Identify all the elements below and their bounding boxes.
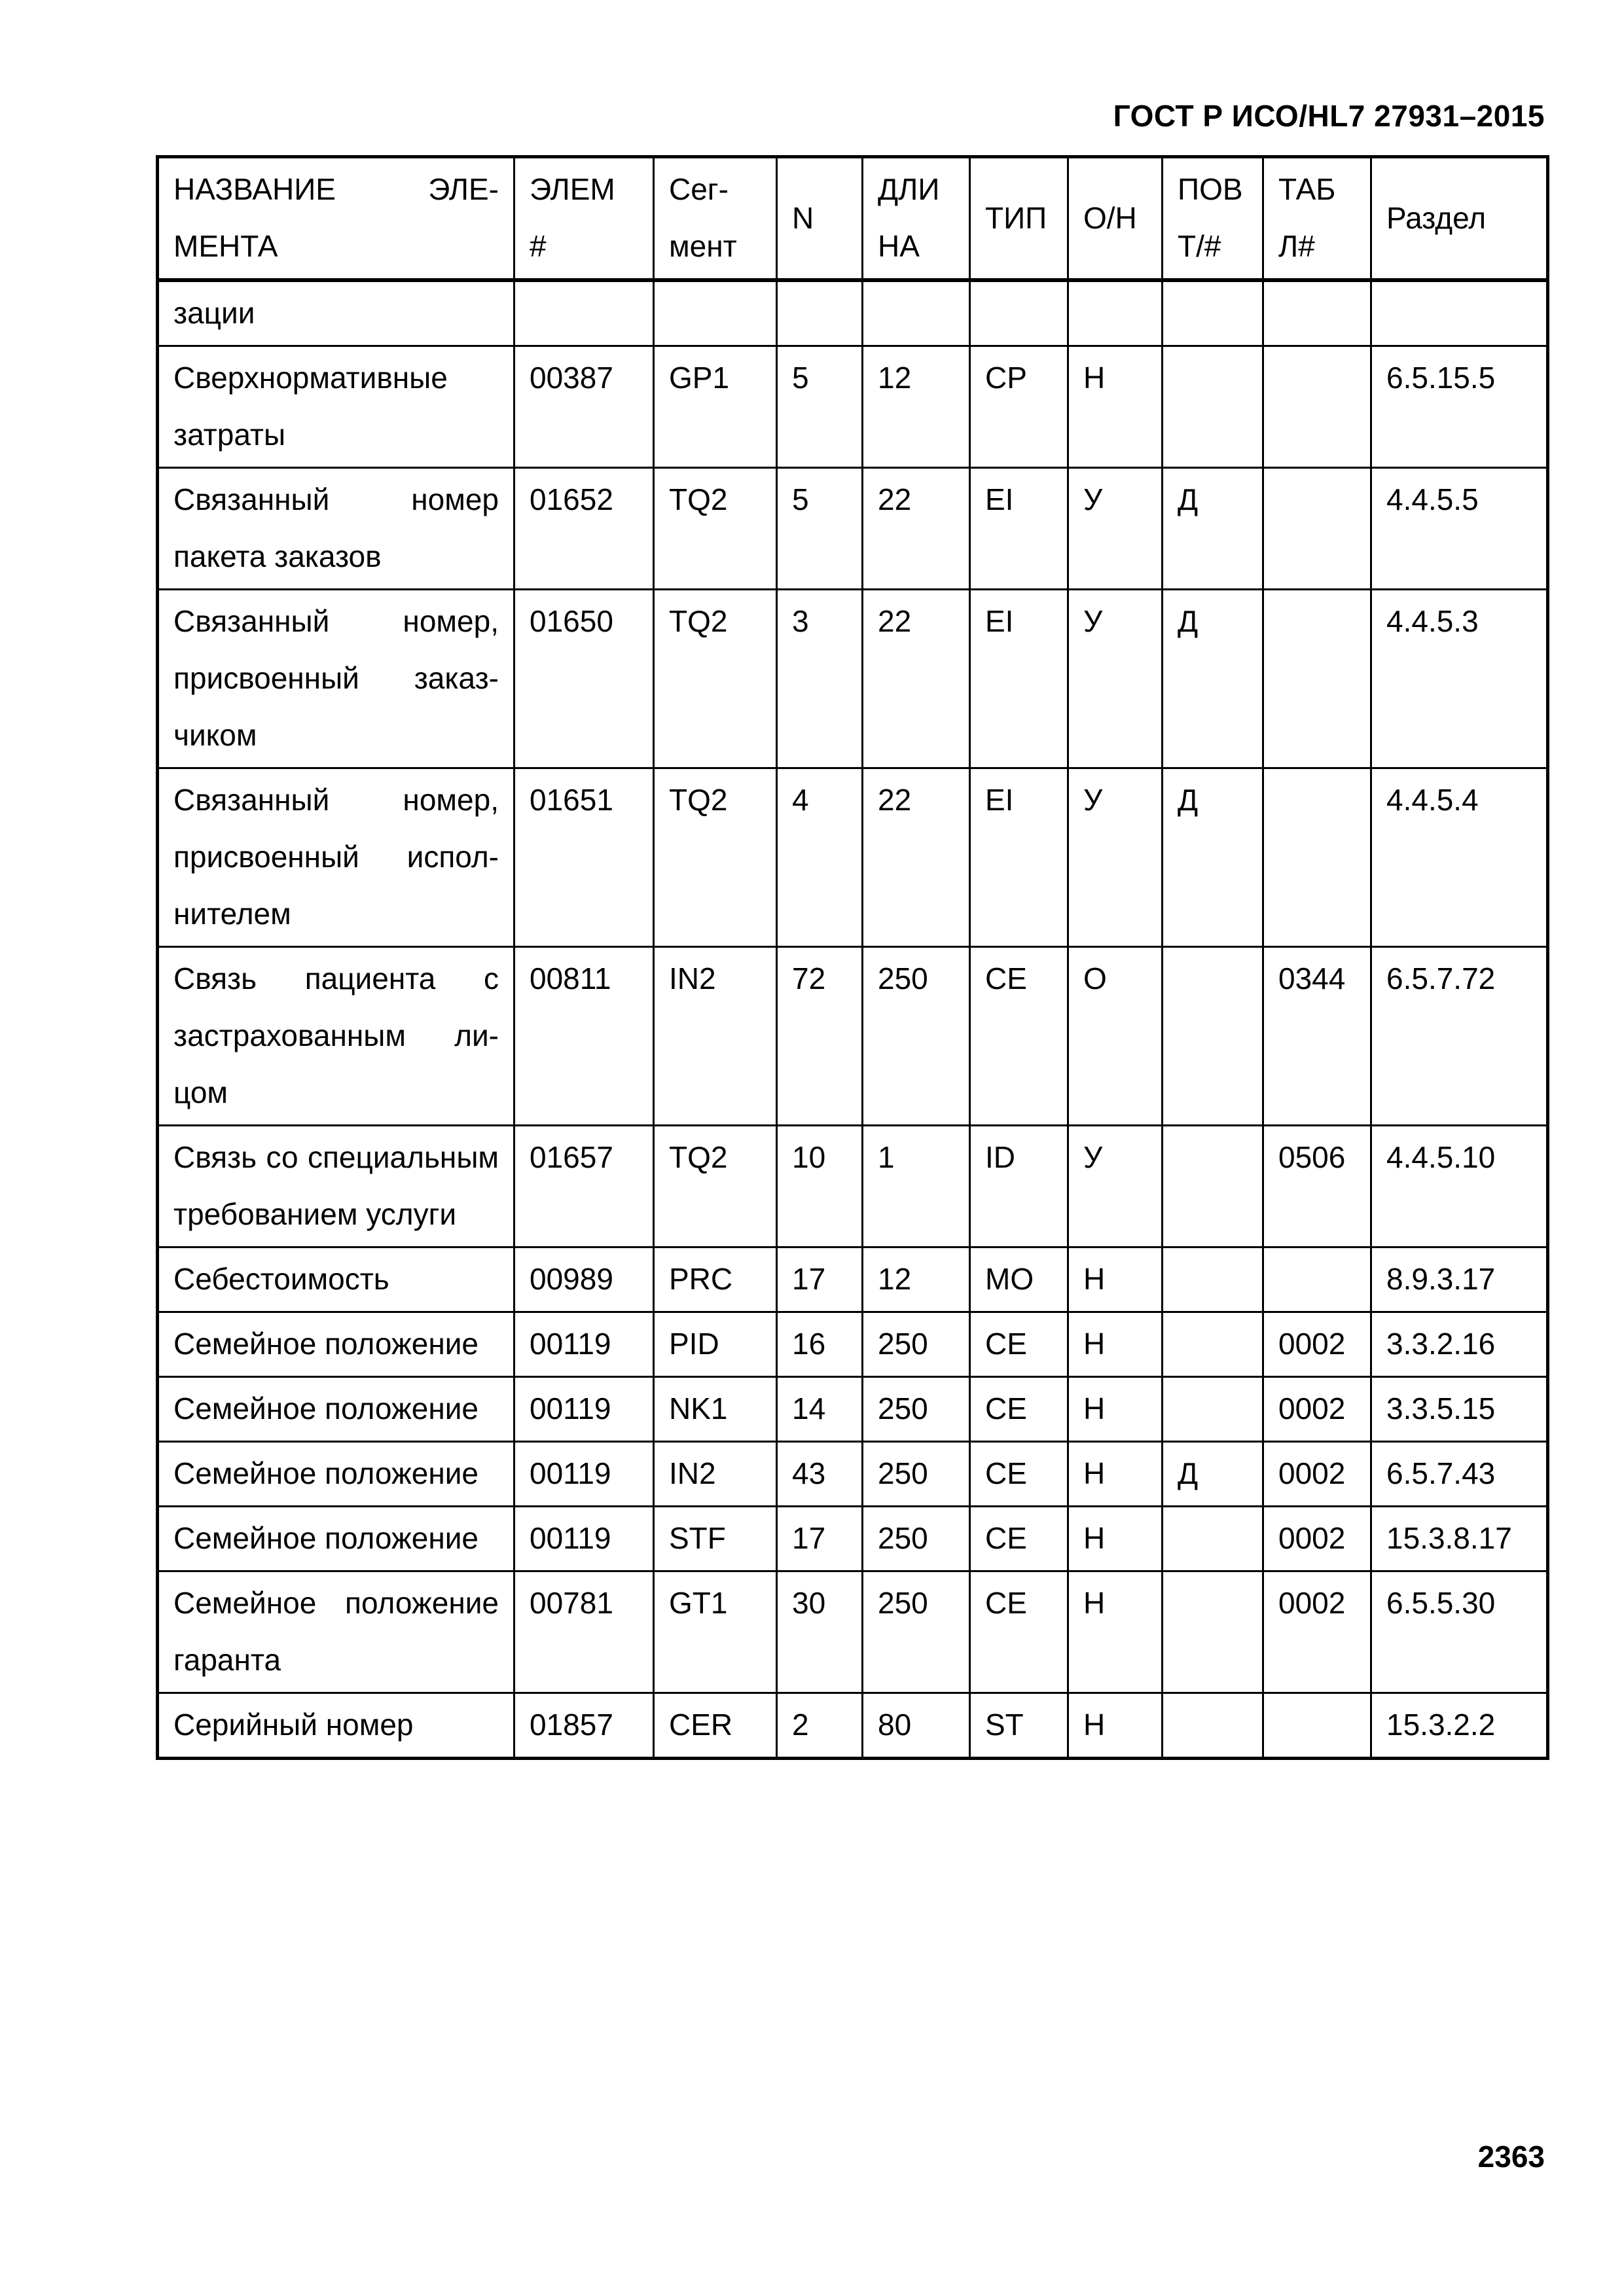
column-header-n: N <box>777 157 863 281</box>
section-cell: 4.4.5.4 <box>1371 768 1548 947</box>
rep-cell <box>1163 1571 1263 1693</box>
length-cell <box>863 280 970 346</box>
table-number-cell: 0002 <box>1263 1312 1371 1377</box>
segment-cell: CER <box>654 1693 777 1759</box>
segment-cell: GP1 <box>654 346 777 468</box>
elem-number-cell: 00387 <box>514 346 654 468</box>
elem-number-cell <box>514 280 654 346</box>
length-cell: 250 <box>863 1442 970 1507</box>
length-cell: 12 <box>863 346 970 468</box>
page-number: 2363 <box>1477 2140 1545 2174</box>
type-cell: EI <box>970 468 1068 590</box>
table-number-cell <box>1263 768 1371 947</box>
table-number-cell: 0002 <box>1263 1507 1371 1571</box>
req-cell: Н <box>1068 1507 1163 1571</box>
req-cell: У <box>1068 468 1163 590</box>
n-cell: 43 <box>777 1442 863 1507</box>
n-cell: 17 <box>777 1247 863 1312</box>
element-name-cell: Семейное положение <box>158 1507 514 1571</box>
document-standard-code: ГОСТ Р ИСО/HL7 27931–2015 <box>1113 99 1545 133</box>
segment-cell: IN2 <box>654 1442 777 1507</box>
section-cell: 4.4.5.5 <box>1371 468 1548 590</box>
table-row <box>158 1442 1548 1507</box>
element-name-cell: Себестоимость <box>158 1247 514 1312</box>
req-cell <box>1068 280 1163 346</box>
column-header-length: ДЛИ НА <box>863 157 970 281</box>
segment-cell: NK1 <box>654 1377 777 1442</box>
rep-cell: Д <box>1163 590 1263 768</box>
section-cell: 6.5.7.43 <box>1371 1442 1548 1507</box>
table-row <box>158 1507 1548 1571</box>
type-cell: MO <box>970 1247 1068 1312</box>
n-cell: 2 <box>777 1693 863 1759</box>
elem-number-cell: 01650 <box>514 590 654 768</box>
n-cell: 30 <box>777 1571 863 1693</box>
rep-cell <box>1163 1247 1263 1312</box>
table-row <box>158 1247 1548 1312</box>
column-header-segment: Сег- мент <box>654 157 777 281</box>
column-header-elem: ЭЛЕМ # <box>514 157 654 281</box>
length-cell: 250 <box>863 1507 970 1571</box>
rep-cell <box>1163 280 1263 346</box>
section-cell: 4.4.5.10 <box>1371 1126 1548 1247</box>
req-cell: У <box>1068 768 1163 947</box>
elem-number-cell: 01652 <box>514 468 654 590</box>
table-row <box>158 1126 1548 1247</box>
length-cell: 22 <box>863 468 970 590</box>
type-cell: CE <box>970 1442 1068 1507</box>
segment-cell: PID <box>654 1312 777 1377</box>
element-name-cell: Серийный номер <box>158 1693 514 1759</box>
type-cell <box>970 280 1068 346</box>
n-cell: 4 <box>777 768 863 947</box>
section-cell: 3.3.2.16 <box>1371 1312 1548 1377</box>
n-cell: 3 <box>777 590 863 768</box>
element-name-cell: Сверхнормативные затраты <box>158 346 514 468</box>
n-cell: 17 <box>777 1507 863 1571</box>
elem-number-cell: 01857 <box>514 1693 654 1759</box>
elem-number-cell: 00119 <box>514 1507 654 1571</box>
length-cell: 250 <box>863 1377 970 1442</box>
rep-cell <box>1163 1312 1263 1377</box>
column-header-req: О/Н <box>1068 157 1163 281</box>
n-cell: 5 <box>777 468 863 590</box>
rep-cell <box>1163 1126 1263 1247</box>
table-row <box>158 947 1548 1126</box>
length-cell: 250 <box>863 1312 970 1377</box>
segment-cell <box>654 280 777 346</box>
table-number-cell <box>1263 346 1371 468</box>
section-cell: 6.5.5.30 <box>1371 1571 1548 1693</box>
element-name-cell: Связанный номер пакета заказов <box>158 468 514 590</box>
n-cell: 16 <box>777 1312 863 1377</box>
table-row <box>158 468 1548 590</box>
element-name-cell: Семейное положение <box>158 1442 514 1507</box>
element-name-cell: Связь со специальным требованием услуги <box>158 1126 514 1247</box>
elem-number-cell: 00119 <box>514 1312 654 1377</box>
segment-cell: TQ2 <box>654 468 777 590</box>
type-cell: CE <box>970 1377 1068 1442</box>
table-row <box>158 590 1548 768</box>
type-cell: CP <box>970 346 1068 468</box>
req-cell: Н <box>1068 346 1163 468</box>
req-cell: Н <box>1068 1247 1163 1312</box>
segment-cell: TQ2 <box>654 1126 777 1247</box>
segment-cell: GT1 <box>654 1571 777 1693</box>
rep-cell: Д <box>1163 768 1263 947</box>
element-name-cell: Связанный номер, присвоенный исполнителем <box>158 768 514 947</box>
req-cell: У <box>1068 590 1163 768</box>
req-cell: О <box>1068 947 1163 1126</box>
length-cell: 12 <box>863 1247 970 1312</box>
type-cell: CE <box>970 947 1068 1126</box>
section-cell: 3.3.5.15 <box>1371 1377 1548 1442</box>
req-cell: Н <box>1068 1571 1163 1693</box>
table-row <box>158 1377 1548 1442</box>
elem-number-cell: 01651 <box>514 768 654 947</box>
table-row <box>158 280 1548 346</box>
req-cell: У <box>1068 1126 1163 1247</box>
elem-number-cell: 00781 <box>514 1571 654 1693</box>
element-name-cell: Связь пациента с застрахованным лицом <box>158 947 514 1126</box>
type-cell: CE <box>970 1312 1068 1377</box>
type-cell: ST <box>970 1693 1068 1759</box>
n-cell: 10 <box>777 1126 863 1247</box>
type-cell: EI <box>970 590 1068 768</box>
table-number-cell: 0002 <box>1263 1442 1371 1507</box>
section-cell: 6.5.15.5 <box>1371 346 1548 468</box>
column-header-rep: ПОВ Т/# <box>1163 157 1263 281</box>
req-cell: Н <box>1068 1442 1163 1507</box>
n-cell: 5 <box>777 346 863 468</box>
table-header-row <box>158 157 1548 281</box>
rep-cell <box>1163 1693 1263 1759</box>
column-header-name: НАЗВАНИЕ ЭЛЕ- МЕНТА <box>158 157 514 281</box>
element-name-cell: Семейное положение гаранта <box>158 1571 514 1693</box>
n-cell <box>777 280 863 346</box>
section-cell: 15.3.8.17 <box>1371 1507 1548 1571</box>
elem-number-cell: 00989 <box>514 1247 654 1312</box>
table-number-cell: 0002 <box>1263 1377 1371 1442</box>
segment-cell: TQ2 <box>654 590 777 768</box>
rep-cell <box>1163 1377 1263 1442</box>
table-number-cell <box>1263 1247 1371 1312</box>
elem-number-cell: 00119 <box>514 1442 654 1507</box>
req-cell: Н <box>1068 1312 1163 1377</box>
table-number-cell <box>1263 468 1371 590</box>
segment-cell: STF <box>654 1507 777 1571</box>
rep-cell <box>1163 947 1263 1126</box>
type-cell: EI <box>970 768 1068 947</box>
section-cell: 8.9.3.17 <box>1371 1247 1548 1312</box>
elem-number-cell: 00119 <box>514 1377 654 1442</box>
element-name-cell: Связанный номер, присвоенный заказчиком <box>158 590 514 768</box>
table-row <box>158 1571 1548 1693</box>
table-row <box>158 768 1548 947</box>
type-cell: CE <box>970 1507 1068 1571</box>
rep-cell: Д <box>1163 1442 1263 1507</box>
section-cell <box>1371 280 1548 346</box>
section-cell: 15.3.2.2 <box>1371 1693 1548 1759</box>
length-cell: 22 <box>863 768 970 947</box>
rep-cell: Д <box>1163 468 1263 590</box>
table-number-cell <box>1263 590 1371 768</box>
length-cell: 250 <box>863 947 970 1126</box>
table-number-cell: 0344 <box>1263 947 1371 1126</box>
length-cell: 250 <box>863 1571 970 1693</box>
column-header-section: Раздел <box>1371 157 1548 281</box>
table-row <box>158 1312 1548 1377</box>
segment-cell: TQ2 <box>654 768 777 947</box>
type-cell: CE <box>970 1571 1068 1693</box>
element-name-cell: Семейное положение <box>158 1312 514 1377</box>
table-number-cell: 0506 <box>1263 1126 1371 1247</box>
elem-number-cell: 00811 <box>514 947 654 1126</box>
table-row <box>158 346 1548 468</box>
req-cell: Н <box>1068 1693 1163 1759</box>
table-number-cell <box>1263 280 1371 346</box>
section-cell: 4.4.5.3 <box>1371 590 1548 768</box>
element-name-cell: зации <box>158 280 514 346</box>
element-name-cell: Семейное положение <box>158 1377 514 1442</box>
table-number-cell: 0002 <box>1263 1571 1371 1693</box>
rep-cell <box>1163 1507 1263 1571</box>
table-number-cell <box>1263 1693 1371 1759</box>
segment-cell: IN2 <box>654 947 777 1126</box>
section-cell: 6.5.7.72 <box>1371 947 1548 1126</box>
length-cell: 22 <box>863 590 970 768</box>
n-cell: 72 <box>777 947 863 1126</box>
segment-cell: PRC <box>654 1247 777 1312</box>
length-cell: 1 <box>863 1126 970 1247</box>
rep-cell <box>1163 346 1263 468</box>
length-cell: 80 <box>863 1693 970 1759</box>
table-row <box>158 1693 1548 1759</box>
column-header-type: ТИП <box>970 157 1068 281</box>
n-cell: 14 <box>777 1377 863 1442</box>
elem-number-cell: 01657 <box>514 1126 654 1247</box>
column-header-table: ТАБ Л# <box>1263 157 1371 281</box>
type-cell: ID <box>970 1126 1068 1247</box>
req-cell: Н <box>1068 1377 1163 1442</box>
elements-table <box>156 155 1549 1760</box>
